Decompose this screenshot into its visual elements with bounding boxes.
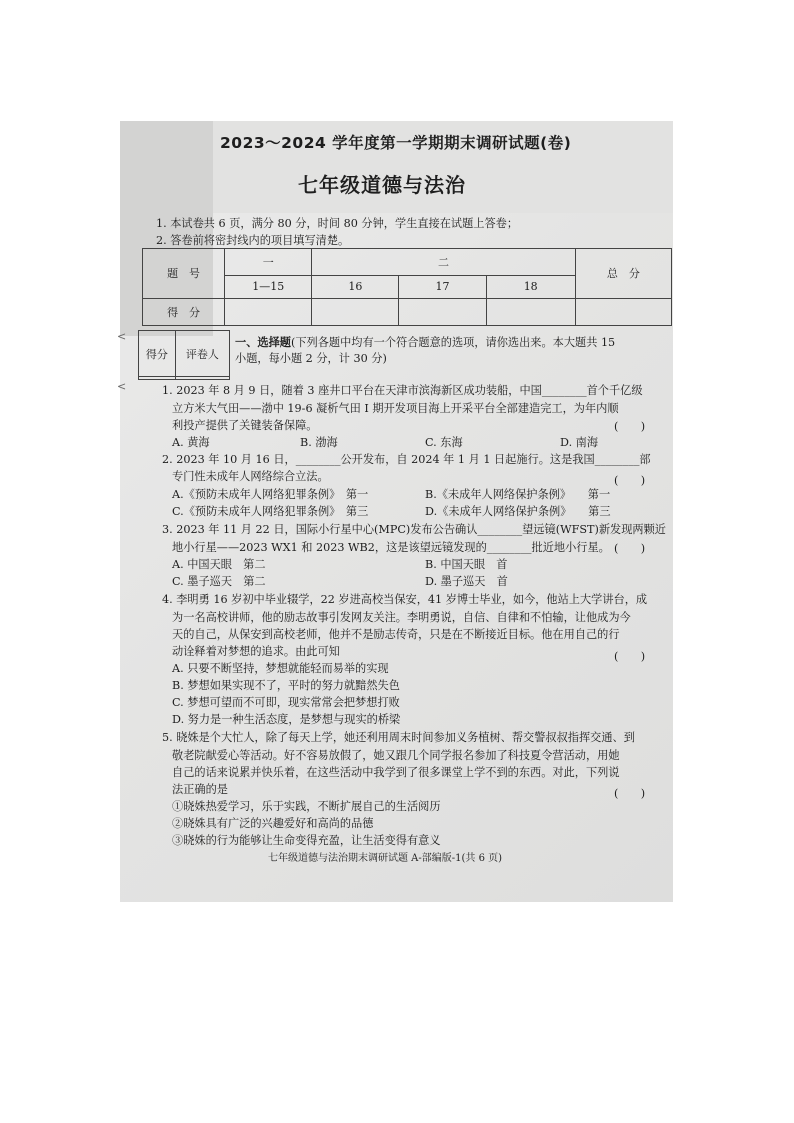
margin-mark-2: < <box>117 380 127 393</box>
question-5-line-2: 敬老院献爱心等活动。好不容易放假了，她又跟几个同学报名参加了科技夏令营活动，用她 <box>172 749 620 762</box>
question-5-statement-1: ①晓姝热爱学习，乐于实践，不断扩展自己的生活阅历 <box>172 800 441 813</box>
grader-score-label: 得分 <box>139 331 176 377</box>
question-1-option-b[interactable]: B. 渤海 <box>300 436 338 449</box>
instruction-note-1: 1. 本试卷共 6 页，满分 80 分，时间 80 分钟，学生直接在试题上答卷； <box>156 217 519 230</box>
margin-mark-1: < <box>117 330 127 343</box>
score-cell-q16[interactable] <box>312 298 399 325</box>
exam-subject-title: 七年级道德与法治 <box>298 173 466 197</box>
question-1-line-2: 立方米大气田——渤中 19-6 凝析气田 I 期开发项目海上开采平台全部建造完工，为年内顺 <box>172 402 619 415</box>
grader-reviewer-label: 评卷人 <box>175 331 229 377</box>
question-2-option-b[interactable]: B.《未成年人网络保护条例》 第一 <box>425 488 611 501</box>
exam-paper-photo <box>120 121 673 902</box>
question-4-option-d[interactable]: D. 努力是一种生活态度，是梦想与现实的桥梁 <box>172 713 401 726</box>
score-table-range-1-15: 1—15 <box>225 276 312 298</box>
question-5-line-1: 5. 晓姝是个大忙人，除了每天上学，她还利用周末时间参加义务植树、帮交警叔叔指挥交通、到 <box>162 731 635 744</box>
question-2-option-a[interactable]: A.《预防未成年人网络犯罪条例》 第一 <box>172 488 369 501</box>
question-5-line-3: 自己的话来说累并快乐着，在这些活动中我学到了很多课堂上学不到的东西。对此，下列说 <box>172 766 620 779</box>
question-3-answer-paren[interactable]: ( ) <box>614 542 646 555</box>
question-1-line-3: 利投产提供了关键装备保障。 <box>172 419 318 432</box>
score-table-q16: 16 <box>312 276 399 298</box>
question-4-option-b[interactable]: B. 梦想如果实现不了，平时的努力就黯然失色 <box>172 679 400 692</box>
instruction-note-2: 2. 答卷前将密封线内的项目填写清楚。 <box>156 234 350 247</box>
section1-description-line2: 小题，每小题 2 分，计 30 分) <box>235 352 387 365</box>
question-2-line-2: 专门性未成年人网络综合立法。 <box>172 470 329 483</box>
section1-heading-line <box>235 335 615 351</box>
score-table-part2: 二 <box>312 249 575 276</box>
question-1-option-c[interactable]: C. 东海 <box>425 436 463 449</box>
score-table-q17: 17 <box>399 276 486 298</box>
question-5-statement-3: ③晓姝的行为能够让生命变得充盈，让生活变得有意义 <box>172 834 441 847</box>
section1-description: (下列各题中均有一个符合题意的选项，请你选出来。本大题共 15 <box>290 336 616 349</box>
question-4-line-3: 天的自己，从保安到高校老师，他并不是励志传奇，只是在不断接近目标。他在用自己的行 <box>172 628 620 641</box>
question-3-option-b[interactable]: B. 中国天眼 首 <box>425 558 508 571</box>
question-5-line-4: 法正确的是 <box>172 783 228 796</box>
question-4-option-a[interactable]: A. 只要不断坚持，梦想就能轻而易举的实现 <box>172 662 389 675</box>
question-2-option-d[interactable]: D.《未成年人网络保护条例》 第三 <box>425 505 611 518</box>
score-table-total-label: 总 分 <box>575 249 671 299</box>
score-table-score-label: 得 分 <box>143 298 225 325</box>
question-1-option-a[interactable]: A. 黄海 <box>172 436 210 449</box>
question-3-option-d[interactable]: D. 墨子巡天 首 <box>425 575 508 588</box>
question-3-option-c[interactable]: C. 墨子巡天 第二 <box>172 575 266 588</box>
score-table <box>142 248 672 326</box>
question-4-line-2: 为一名高校讲师，他的励志故事引发网友关注。李明勇说，自信、自律和不怕输，让他成为今 <box>172 611 631 624</box>
score-table-part1: 一 <box>225 249 312 276</box>
question-2-answer-paren[interactable]: ( ) <box>614 474 646 487</box>
score-table-number-label: 题 号 <box>143 249 225 299</box>
question-4-line-1: 4. 李明勇 16 岁初中毕业辍学，22 岁进高校当保安，41 岁博士毕业，如今，他站上大学讲台，成 <box>162 593 648 606</box>
question-2-option-c[interactable]: C.《预防未成年人网络犯罪条例》 第三 <box>172 505 369 518</box>
grader-score-cell[interactable] <box>139 377 176 380</box>
score-cell-q18[interactable] <box>486 298 575 325</box>
question-3-option-a[interactable]: A. 中国天眼 第二 <box>172 558 266 571</box>
exam-year-title: 2023～2024 学年度第一学期期末调研试题(卷) <box>220 134 572 152</box>
page-footer: 七年级道德与法治期末调研试题 A-部编版-1(共 6 页) <box>268 853 503 864</box>
score-cell-part1[interactable] <box>225 298 312 325</box>
question-3-line-1: 3. 2023 年 11 月 22 日，国际小行星中心(MPC)发布公告确认________望远镜(WFST)新发现两颗近 <box>162 523 666 536</box>
score-cell-q17[interactable] <box>399 298 486 325</box>
question-1-answer-paren[interactable]: ( ) <box>614 420 646 433</box>
question-2-line-1: 2. 2023 年 10 月 16 日，________公开发布，自 2024 年 1 月 1 日起施行。这是我国________部 <box>162 453 651 466</box>
question-4-option-c[interactable]: C. 梦想可望而不可即，现实常常会把梦想打败 <box>172 696 400 709</box>
question-5-answer-paren[interactable]: ( ) <box>614 787 646 800</box>
question-4-answer-paren[interactable]: ( ) <box>614 650 646 663</box>
question-1-option-d[interactable]: D. 南海 <box>560 436 599 449</box>
question-4-line-4: 动诠释着对梦想的追求。由此可知 <box>172 645 340 658</box>
grader-box <box>138 330 230 380</box>
question-1-line-1: 1. 2023 年 8 月 9 日，随着 3 座井口平台在天津市滨海新区成功装船，中国________首个千亿级 <box>162 384 643 397</box>
section1-heading: 一、选择题 <box>235 335 291 349</box>
question-3-line-2: 地小行星——2023 WX1 和 2023 WB2，这是该望远镜发现的________批近地小行星。 <box>172 541 610 554</box>
grader-reviewer-cell[interactable] <box>175 377 229 380</box>
score-table-q18: 18 <box>486 276 575 298</box>
question-5-statement-2: ②晓姝具有广泛的兴趣爱好和高尚的品德 <box>172 817 374 830</box>
score-cell-total[interactable] <box>575 298 671 325</box>
